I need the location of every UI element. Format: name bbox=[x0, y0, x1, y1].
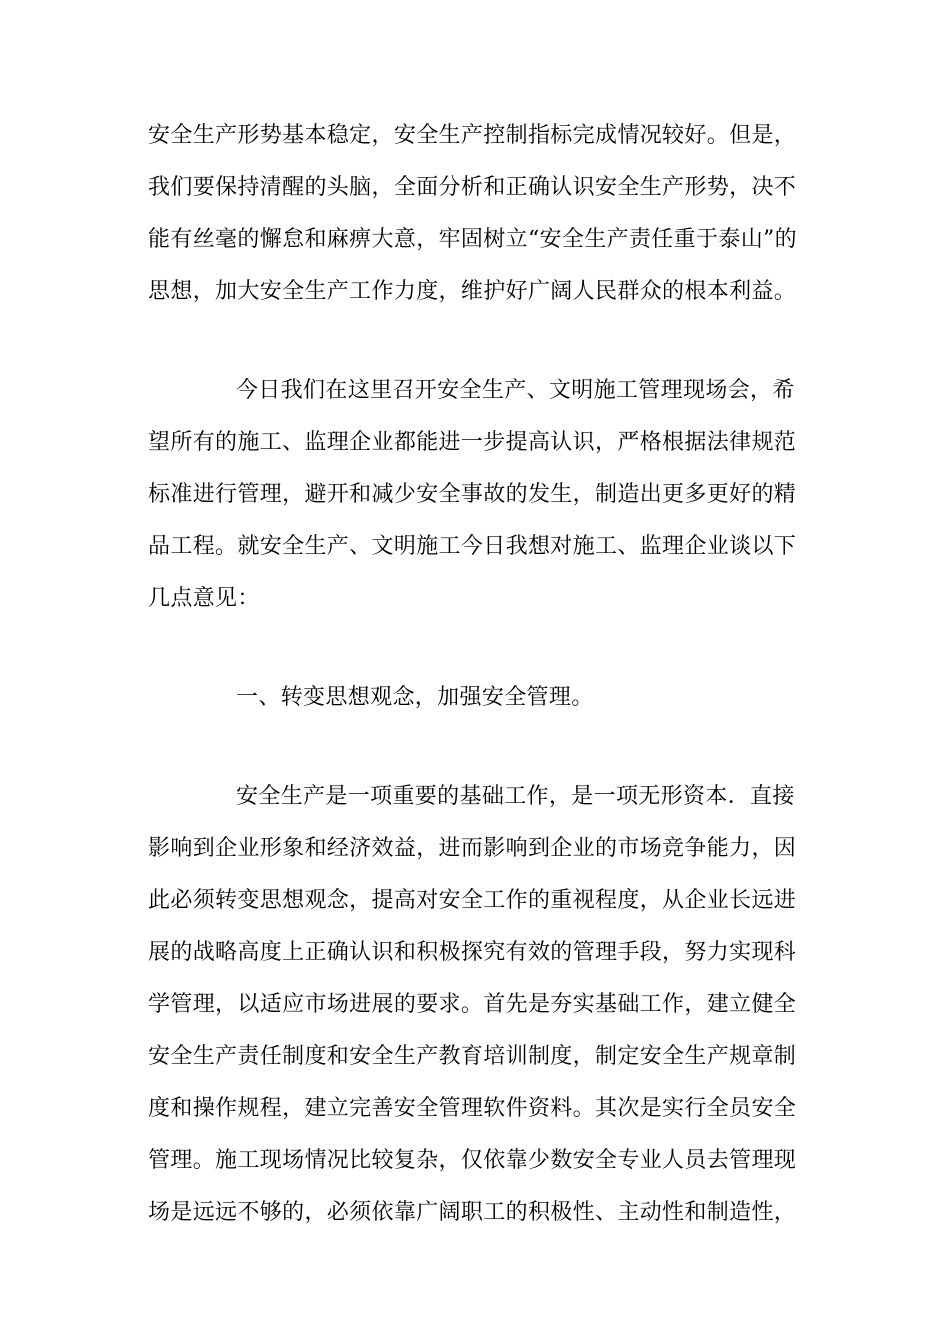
text-line: 我们要保持清醒的头脑，全面分析和正确认识安全生产形势，决不 bbox=[148, 175, 797, 200]
text-line: 思想，加大安全生产工作力度，维护好广阔人民群众的根本利益。 bbox=[148, 279, 797, 304]
text-line: 安全生产是一项重要的基础工作，是一项无形资本．直接 bbox=[236, 784, 795, 809]
text-line: 场是远远不够的，必须依靠广阔职工的积极性、主动性和制造性， bbox=[148, 1200, 797, 1225]
text-line: 品工程。就安全生产、文明施工今日我想对施工、监理企业谈以下 bbox=[148, 534, 797, 559]
text-line: 管理。施工现场情况比较复杂，仅依靠少数安全专业人员去管理现 bbox=[148, 1148, 797, 1173]
text-line: 标准进行管理，避开和减少安全事故的发生，制造出更多更好的精 bbox=[148, 482, 797, 507]
text-line: 学管理，以适应市场进展的要求。首先是夯实基础工作，建立健全 bbox=[148, 992, 797, 1017]
text-line: 展的战略高度上正确认识和积极探究有效的管理手段，努力实现科 bbox=[148, 940, 797, 965]
text-line: 一、转变思想观念，加强安全管理。 bbox=[236, 685, 594, 710]
text-line: 安全生产责任制度和安全生产教育培训制度，制定安全生产规章制 bbox=[148, 1044, 797, 1069]
text-line: 今日我们在这里召开安全生产、文明施工管理现场会，希 bbox=[236, 378, 795, 403]
text-line: 影响到企业形象和经济效益，进而影响到企业的市场竞争能力，因 bbox=[148, 836, 797, 861]
text-line: 望所有的施工、监理企业都能进一步提高认识，严格根据法律规范 bbox=[148, 430, 797, 455]
text-line: 能有丝毫的懈怠和麻痹大意，牢固树立“安全生产责任重于泰山”的 bbox=[148, 227, 797, 252]
text-line: 此必须转变思想观念，提高对安全工作的重视程度，从企业长远进 bbox=[148, 888, 797, 913]
text-line: 度和操作规程，建立完善安全管理软件资料。其次是实行全员安全 bbox=[148, 1096, 797, 1121]
text-line: 安全生产形势基本稳定，安全生产控制指标完成情况较好。但是， bbox=[148, 123, 797, 148]
text-line: 几点意见： bbox=[148, 586, 260, 611]
